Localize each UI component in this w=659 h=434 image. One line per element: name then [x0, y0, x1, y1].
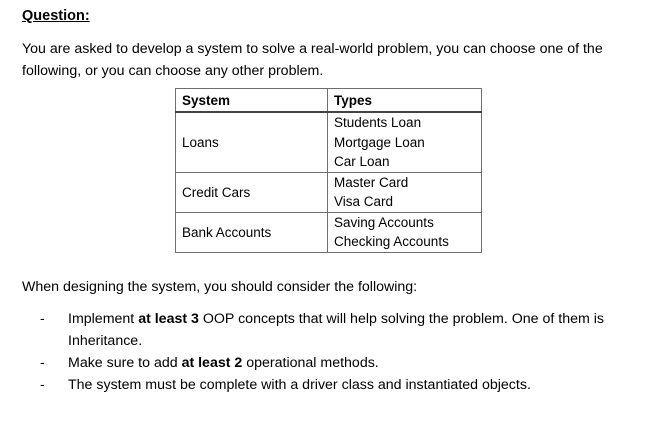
intro-paragraph: You are asked to develop a system to solve a real-world problem, you can choose one of the following, or you can choose any other problem. — [22, 41, 603, 79]
system-cell: Loans — [176, 112, 328, 172]
bullet-dash: - — [40, 355, 45, 371]
table-row — [176, 212, 482, 252]
table-row — [176, 112, 482, 172]
type-item: Checking Accounts — [334, 234, 449, 249]
requirements-list — [40, 308, 630, 396]
type-item: Visa Card — [334, 194, 394, 209]
systems-table — [175, 88, 482, 253]
type-item: Saving Accounts — [334, 214, 434, 230]
type-item: Car Loan — [334, 154, 390, 169]
req2-post: operational methods. — [242, 355, 379, 371]
req1-pre: Implement — [68, 311, 139, 327]
type-item: Mortgage Loan — [334, 134, 425, 150]
system-cell: Credit Cars — [176, 172, 328, 212]
bullet-dash: - — [40, 311, 45, 327]
question-heading: Question: — [22, 8, 90, 24]
header-system: System — [176, 89, 328, 113]
types-cell — [328, 112, 482, 172]
req2-bold: at least 2 — [181, 355, 243, 371]
list-item — [40, 308, 630, 352]
table-header-row — [176, 89, 482, 113]
list-item — [40, 352, 630, 374]
type-item: Master Card — [334, 174, 409, 190]
req1-bold: at least 3 — [138, 311, 199, 327]
types-cell — [328, 212, 482, 252]
req2-pre: Make sure to add — [68, 355, 182, 371]
system-cell: Bank Accounts — [176, 212, 328, 252]
list-item — [40, 374, 630, 396]
type-item: Students Loan — [334, 115, 422, 130]
consider-paragraph: When designing the system, you should consider the following: — [22, 279, 418, 295]
types-cell — [328, 172, 482, 212]
table-row — [176, 172, 482, 212]
header-types: Types — [328, 89, 482, 113]
req3-text: The system must be complete with a driver class and instantiated objects. — [68, 377, 531, 393]
bullet-dash: - — [40, 377, 45, 393]
req1-post: OOP concepts that will help solving the problem. One of them is Inheritance. — [68, 311, 604, 349]
